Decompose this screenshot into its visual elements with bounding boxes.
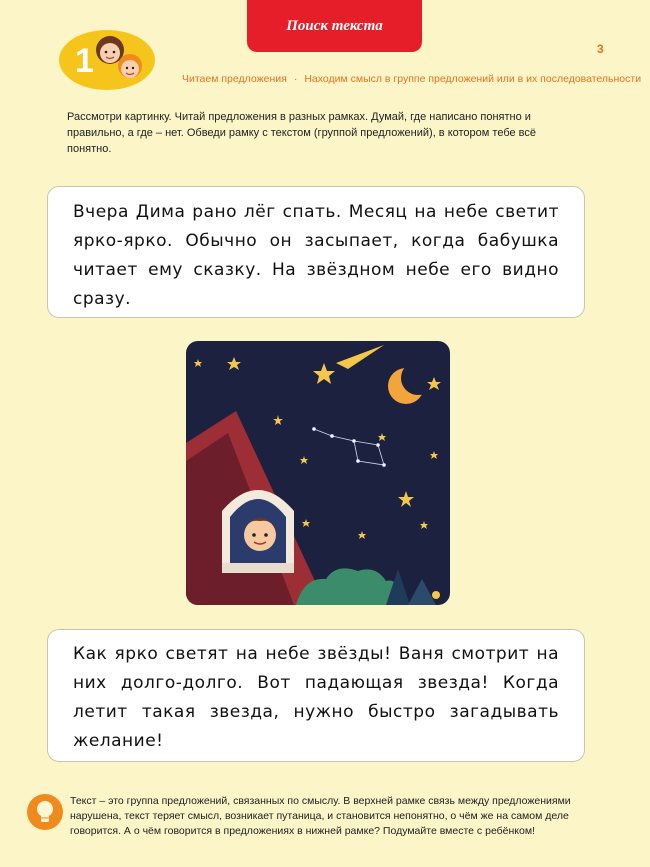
- instructions-text: Рассмотри картинку. Читай предложения в разных рамках. Думай, где написано понятно и правильно, а где – нет. Обведи рамку с текстом (группой предложений), в котором тебе всё понятно.: [67, 111, 537, 155]
- bottom-text-frame[interactable]: [47, 629, 585, 762]
- subheading: [182, 73, 641, 85]
- page-number: 3: [597, 42, 604, 56]
- boy-face-icon: [244, 519, 276, 551]
- moon-icon: [401, 361, 435, 395]
- subheading-part2: Находим смысл в группе предложений или в их последовательности: [304, 73, 642, 85]
- lesson-number: 1: [75, 42, 94, 80]
- section-tab: Поиск текста: [247, 0, 422, 52]
- lightbulb-icon: [27, 794, 63, 830]
- parent-note: Текст – это группа предложений, связанных по смыслу. В верхней рамке связь между предложениями нарушена, текст теряет смысл, возникает путаница, и становится непонятно, о чём же на самом деле говорится. А о чём говорится в предложениях в нижней рамке? Подумайте вместе с ребёнком!: [70, 795, 571, 837]
- subheading-separator: ·: [293, 73, 298, 85]
- lesson-badge: [57, 28, 157, 92]
- top-frame-text: Вчера Дима рано лёг спать. Месяц на небе светит ярко-ярко. Обычно он засыпает, когда бабушка читает ему сказку. На звёздном небе его видно сразу.: [73, 202, 559, 309]
- bottom-frame-text: Как ярко светят на небе звёзды! Ваня смотрит на них долго-долго. Вот падающая звезда! Когда летит такая звезда, нужно быстро загадывать желание!: [73, 644, 559, 751]
- top-text-frame[interactable]: [47, 186, 585, 318]
- subheading-part1: Читаем предложения: [182, 73, 287, 85]
- night-sky-illustration: [186, 341, 450, 605]
